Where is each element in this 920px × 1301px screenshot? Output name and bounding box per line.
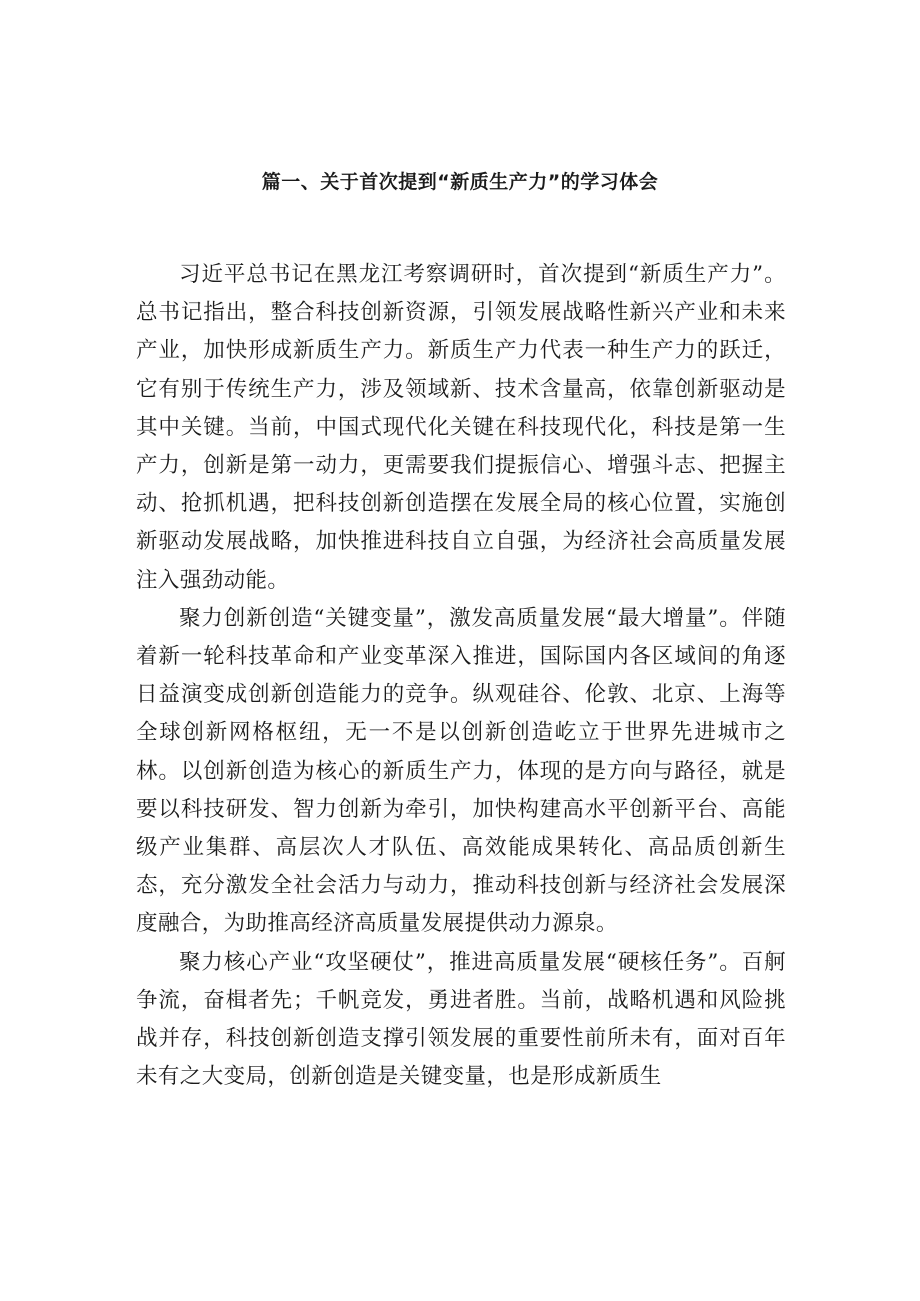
paragraph-3: 聚力核心产业“攻坚硬仗”，推进高质量发展“硬核任务”。百舸争流，奋楫者先；千帆竞发，勇进者胜。当前，战略机遇和风险挑战并存，科技创新创造支撑引领发展的重要性前所未有，面对百年未有之大变局，创新创造是关键变量，也是形成新质生 <box>136 949 786 1090</box>
document-body <box>136 256 786 1096</box>
paragraph-1: 习近平总书记在黑龙江考察调研时，首次提到“新质生产力”。总书记指出，整合科技创新资源，引领发展战略性新兴产业和未来产业，加快形成新质生产力。新质生产力代表一种生产力的跃迁，它有别于传统生产力，涉及领域新、技术含量高，依靠创新驱动是其中关键。当前，中国式现代化关键在科技现代化，科技是第一生产力，创新是第一动力，更需要我们提振信心、增强斗志、把握主动、抢抓机遇，把科技创新创造摆在发展全局的核心位置，实施创新驱动发展战略，加快推进科技自立自强，为经济社会高质量发展注入强劲动能。 <box>136 262 786 593</box>
document-title: 篇一、关于首次提到“新质生产力”的学习体会 <box>261 171 659 193</box>
paragraph-2: 聚力创新创造“关键变量”，激发高质量发展“最大增量”。伴随着新一轮科技革命和产业变革深入推进，国际国内各区域间的角逐日益演变成创新创造能力的竞争。纵观硅谷、伦敦、北京、上海等全球创新网格枢纽，无一不是以创新创造屹立于世界先进城市之林。以创新创造为核心的新质生产力，体现的是方向与路径，就是要以科技研发、智力创新为牵引，加快构建高水平创新平台、高能级产业集群、高层次人才队伍、高效能成果转化、高品质创新生态，充分激发全社会活力与动力，推动科技创新与经济社会发展深度融合，为助推高经济高质量发展提供动力源泉。 <box>136 605 786 937</box>
